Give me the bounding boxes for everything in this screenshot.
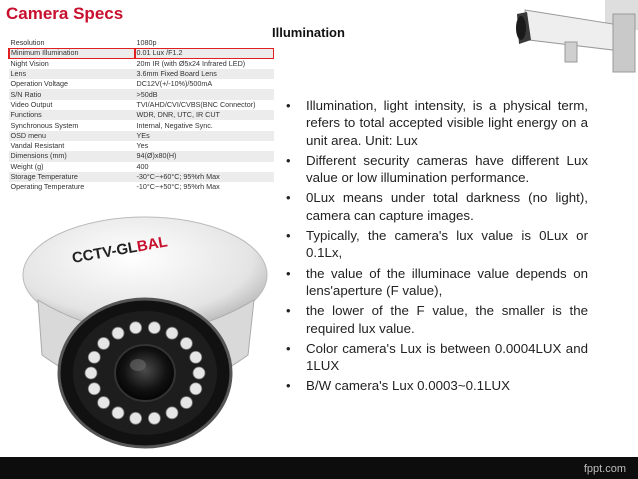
spec-row [9, 59, 274, 69]
ir-led [148, 322, 160, 334]
spec-row [9, 69, 274, 79]
spec-label: Vandal Resistant [10, 141, 65, 151]
ir-led [112, 327, 124, 339]
ir-led [130, 322, 142, 334]
spec-row [9, 162, 274, 172]
bullet-item: • Different security cameras have different Lux value or low illumination performance. [284, 152, 588, 187]
brand-text: CCTV-GL [70, 238, 139, 267]
spec-label: Functions [9, 110, 135, 120]
bullet-item: • 0Lux means under total darkness (no light), camera can capture images. [284, 189, 588, 224]
ir-led [112, 407, 124, 419]
spec-row [9, 182, 274, 192]
spec-table [8, 38, 274, 192]
spec-row [9, 79, 274, 89]
spec-label: Minimum Illumination [9, 48, 135, 58]
spec-label: S/N Ratio [9, 89, 135, 99]
ir-led [180, 397, 192, 409]
bullet-item: • Illumination, light intensity, is a physical term, refers to total accepted visible light energy on a unit area. Unit: Lux [284, 97, 588, 149]
spec-row [9, 131, 274, 141]
dome-camera-image [18, 205, 273, 455]
ir-led [88, 351, 100, 363]
spec-value: 94(Ø)x80(H) [135, 151, 274, 161]
spec-value: YEs [135, 131, 274, 141]
spec-row [9, 151, 274, 161]
spec-row [9, 100, 274, 110]
spec-row [9, 89, 274, 99]
spec-value: Internal, Negative Sync. [136, 120, 213, 130]
bullet-item: • Typically, the camera's lux value is 0Lux or 0.1Lx, [284, 227, 588, 262]
spec-label: Operation Voltage [10, 79, 69, 89]
spec-row [9, 110, 274, 120]
spec-value: >50dB [135, 89, 274, 99]
spec-label: Lens [9, 69, 135, 79]
spec-value: DC12V(+/-10%)/500mA [136, 79, 213, 89]
spec-value: 3.6mm Fixed Board Lens [135, 69, 274, 79]
ir-led [166, 407, 178, 419]
spec-label: Video Output [10, 99, 53, 109]
bullet-item: • Color camera's Lux is between 0.0004LUX and 1LUX [284, 340, 588, 375]
ir-led [88, 383, 100, 395]
spec-row [9, 38, 274, 48]
spec-label: Resolution [10, 38, 45, 48]
spec-row [9, 48, 274, 58]
bullet-list [284, 97, 588, 398]
spec-value: 400 [136, 161, 149, 171]
ir-led [98, 397, 110, 409]
spec-label: Dimensions (mm) [9, 151, 135, 161]
spec-value: -10°C~+50°C; 95%rh Max [136, 182, 220, 192]
spec-value: 20m IR (with Ø5x24 Infrared LED) [136, 58, 246, 68]
footer-logo: fppt.com [583, 463, 626, 475]
spec-label: OSD menu [9, 131, 135, 141]
footer-bar [0, 457, 638, 479]
ir-led [85, 367, 97, 379]
spec-label: Synchronous System [10, 120, 79, 130]
spec-label: Night Vision [10, 58, 49, 68]
slide-subtitle: Illumination [272, 25, 345, 40]
spec-value: 1080p [136, 38, 157, 48]
spec-row [9, 141, 274, 151]
brand-accent-text: BAL [135, 233, 169, 256]
ir-led [190, 383, 202, 395]
bullet-item: • B/W camera's Lux 0.0003~0.1LUX [284, 377, 588, 394]
ir-led [193, 367, 205, 379]
spec-value: -30°C~+60°C; 95%rh Max [135, 172, 274, 182]
slide-title: Camera Specs [6, 4, 124, 23]
spec-row [9, 120, 274, 130]
spec-label: Storage Temperature [9, 172, 135, 182]
ir-led [166, 327, 178, 339]
spec-value: 0.01 Lux /F1.2 [135, 48, 274, 58]
ir-led [190, 351, 202, 363]
spec-value: WDR, DNR, UTC, IR CUT [135, 110, 274, 120]
spec-label: Weight (g) [10, 161, 44, 171]
spec-value: TVI/AHD/CVI/CVBS(BNC Connector) [136, 99, 256, 109]
ir-led [148, 412, 160, 424]
ir-led [98, 337, 110, 349]
ir-led [130, 412, 142, 424]
spec-value: Yes [136, 141, 149, 151]
ir-led [180, 337, 192, 349]
bullet-item: • the value of the illuminace value depends on lens'aperture (F value), [284, 265, 588, 300]
wall-camera-image [505, 0, 638, 80]
spec-label: Operating Temperature [10, 182, 85, 192]
spec-row [9, 172, 274, 182]
bullet-item: • the lower of the F value, the smaller is the required lux value. [284, 302, 588, 337]
